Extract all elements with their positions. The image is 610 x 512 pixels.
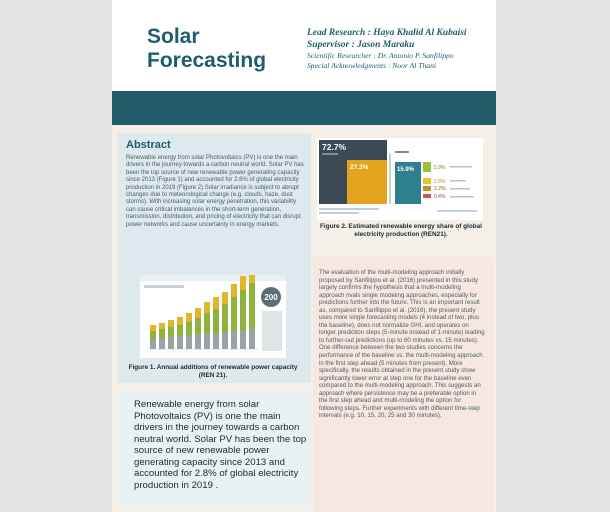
chart-1-bar-segment: [204, 313, 210, 333]
scientific-researcher: Scientific Researcher : Dr. Antonio P. Sanfilippo: [307, 51, 454, 60]
lead-research: Lead Research : Haya Khalid Al Kubaisi: [307, 28, 467, 38]
chart-1-bar-segment: [159, 329, 165, 338]
figure-2-chart: [317, 138, 483, 220]
chart-1-bar-segment: [150, 331, 156, 339]
chart-2-footnote: [319, 208, 379, 210]
hydro-value: 15.9%: [397, 167, 415, 173]
figure-2-caption: Figure 2. Estimated renewable energy share of global electricity production (REN21).: [320, 223, 482, 238]
chart-1-bar-segment: [222, 292, 228, 304]
chart-1-badge-value: 200: [264, 293, 278, 302]
title-line-2: Forecasting: [147, 49, 267, 72]
chart-1-bar-segment: [168, 320, 174, 327]
chart-1-title-strip: [140, 275, 286, 281]
chart-1-bar-segment: [159, 323, 165, 329]
solar-value: 2.8%: [434, 179, 446, 185]
chart-1-bar-segment: [240, 290, 246, 330]
other-value: 0.4%: [434, 194, 446, 200]
chart-1-side-panel: [262, 311, 282, 351]
non-renewable-label: [322, 153, 338, 155]
chart-1-bar-segment: [204, 302, 210, 313]
chart-1-bar-segment: [249, 283, 255, 329]
figure-1-caption: Figure 1. Annual additions of renewable power capacity (REN 21).: [128, 364, 298, 379]
poster-title: [147, 25, 277, 73]
title-line-1: Solar: [147, 25, 200, 48]
header-band: [112, 91, 496, 125]
chart-1-bar-segment: [168, 327, 174, 337]
solar-block: [423, 178, 431, 184]
evaluation-body: The evaluation of the multi-modeling approach initially proposed by Sanfilippo et al. (2016) presented in this study largely confirms the hypothesis that a multi-modeling approach rivals single modeling approaches, especially for predictions further into the future. This is an important result as, compared to Sanfilippo et al. (2016), the present study uses more single forecasting models (4 instead of two, plus the baseline), does not normalize GHI, and operates on longer prediction steps (5-minute instead of 1-minute) leading to further-out predictions (up to 60 minutes vs. 15 minutes). One difference between the two studies concerns the performance of the baseline vs. the multi-modeling approach in the first step ahead (5 minutes from present). More specifically, the results obtained in the present study show significantly lower error at step one for the baseline even compared to the multi-modeling approach. This suggests an approach where persistence may be a preferable option in the first step ahead and multi-modeling the option for following steps. Further experiments with different time-step intervals (e.g. 10, 15, 20, 25 and 30 minutes).: [319, 269, 485, 420]
chart-1-legend: [144, 285, 184, 288]
highlight-body: Renewable energy from solar Photovoltaics (PV) is one the main drivers in the journey towards a carbon neutral world. Solar PV has been the top source of new renewable power generating capacity since 2013 and accounted for 2.8% of global electricity production in 2019 .: [134, 399, 307, 491]
chart-1-bar-segment: [195, 334, 201, 349]
chart-1-bar-segment: [213, 309, 219, 333]
chart-1-bar-segment: [177, 317, 183, 325]
solar-label: [450, 180, 466, 182]
chart-1-bar-segment: [240, 330, 246, 349]
bio-block: [423, 186, 431, 191]
supervisor: Supervisor : Jason Maraku: [307, 40, 415, 50]
chart-1-bar-segment: [159, 338, 165, 349]
special-acknowledgements: Special Acknowledgments : Noor Al Thani: [307, 61, 437, 70]
poster: [112, 0, 496, 512]
chart-1-bar-segment: [240, 276, 246, 290]
chart-1-bar-segment: [213, 297, 219, 309]
wind-value: 5.9%: [434, 165, 446, 171]
other-block: [423, 194, 431, 198]
renewable-legend: [395, 151, 409, 153]
wind-label: [450, 166, 472, 168]
wind-block: [423, 162, 431, 172]
chart-1-bar-segment: [249, 275, 255, 283]
chart-2-footnote-2: [319, 212, 359, 214]
chart-1-bar-segment: [150, 339, 156, 349]
figure-2-svg: [317, 138, 483, 220]
chart-1-bar-segment: [186, 335, 192, 349]
chart-1-bar-segment: [249, 329, 255, 349]
renewable-total-value: 27.3%: [350, 164, 369, 171]
chart-1-bar-segment: [177, 325, 183, 336]
abstract-heading: Abstract: [126, 139, 171, 151]
non-renewable-value: 72.7%: [322, 142, 347, 152]
credits-block: [307, 27, 492, 71]
chart-1-bar-segment: [231, 331, 237, 349]
chart-2-source: [437, 210, 477, 212]
chart-1-bar-segment: [177, 336, 183, 349]
chart-1-bar-segment: [186, 322, 192, 335]
chart-1-bar-segment: [204, 333, 210, 349]
figure-1-svg: [140, 275, 286, 358]
highlight-panel: [118, 391, 311, 506]
chart-1-bar-segment: [231, 297, 237, 331]
abstract-body: Renewable energy from solar Photovoltaics (PV) is one the main drivers in the journey towards a carbon neutral world. Solar PV has been the top source of new renewable power generating capacity since 2013 (Figure 1) and accounted for 2.8% of global electricity production in 2019 (Figure 2).Solar irradiance is subject to abrupt changes due to meteorological change (e.g. clouds, haze, dust storms). With increasing solar energy penetration, this variability can cause critical imbalances in the short-term generation, transmission, distribution, and pricing of electricity that can disrupt power networks and cause uncertainty in energy markets.: [126, 155, 304, 228]
chart-1-bar-segment: [222, 332, 228, 349]
evaluation-panel: [313, 257, 493, 512]
chart-1-bar-segment: [195, 318, 201, 334]
chart-1-bar-segment: [231, 284, 237, 297]
other-label: [450, 196, 474, 198]
chart-1-bar-segment: [222, 304, 228, 332]
chart-1-bar-segment: [186, 313, 192, 322]
poster-header: [112, 0, 496, 91]
bio-value: 2.2%: [434, 186, 446, 192]
separator-line: [389, 154, 391, 204]
chart-1-bar-segment: [150, 325, 156, 331]
chart-1-bar-segment: [168, 337, 174, 349]
chart-1-bar-segment: [213, 333, 219, 349]
figure-1-chart: [140, 275, 286, 358]
bio-label: [450, 188, 470, 190]
chart-1-bar-segment: [195, 308, 201, 318]
